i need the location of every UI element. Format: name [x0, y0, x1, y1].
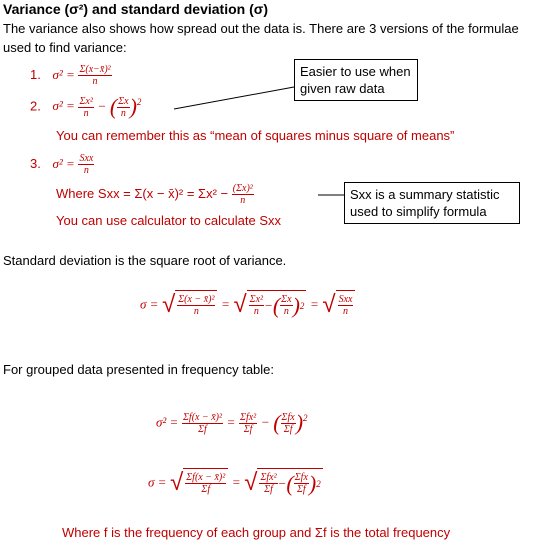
sd-term-1: [177, 294, 215, 317]
formula-2-frac-a: [78, 96, 93, 119]
grouped-term-2a: [239, 412, 257, 435]
sxx-definition: [56, 183, 254, 206]
equals: =: [310, 296, 319, 312]
equals: =: [226, 414, 236, 430]
callout-pointer: [170, 85, 296, 115]
formula-2: 2. σ² = $\frac{\text{Σx²}}{n}$ − ( $\frac{\Sigma x}{n}$ )$^2$: [30, 94, 142, 119]
numerator: Σ(x−x̄)²: [79, 64, 111, 75]
denominator: n: [253, 306, 259, 317]
remember-note: You can remember this as “mean of squares minus square of means”: [56, 128, 455, 143]
denominator: n: [283, 306, 289, 317]
grouped-variance: σ² = $\frac{\text{Σf(x − x̄)²}}{\Sigma f}$ = $\frac{\text{Σfx²}}{\Sigma f}$ − ( $\frac{\text{Σfx}}{\Sigma f}$ )$^2$: [156, 410, 308, 435]
minus: −: [277, 475, 287, 491]
grouped-term-2b: [281, 412, 296, 435]
denominator: n: [193, 306, 199, 317]
formula-2-frac-b: [117, 96, 129, 119]
formula-3: [30, 153, 94, 176]
callout-line: given raw data: [300, 81, 385, 96]
denominator: n: [343, 306, 349, 317]
denominator: n: [83, 165, 89, 176]
numerator: Σfx: [281, 411, 295, 423]
sigma-squared: σ² =: [52, 98, 75, 114]
grouped-term-1: [182, 412, 223, 435]
callout-line: Easier to use when: [300, 64, 411, 79]
numerator: Σfx²: [240, 411, 257, 423]
callout-pointer: [316, 188, 346, 202]
grouped-sd-term-2a: [259, 472, 277, 495]
sxx-callout: [344, 182, 520, 224]
formula-1-fraction: [78, 64, 111, 87]
raw-data-callout: [294, 59, 418, 101]
denominator: n: [92, 76, 98, 87]
numerator: Σx: [281, 294, 292, 305]
page-title: Variance (σ²) and standard deviation (σ): [3, 1, 268, 17]
sigma: σ =: [140, 296, 159, 312]
denominator: Σf: [243, 423, 253, 435]
footer-note: Where f is the frequency of each group and Σf is the total frequency: [62, 525, 451, 540]
numerator: Σx²: [79, 95, 93, 107]
formula-number: 1.: [30, 66, 41, 82]
grouped-sd-term-2b: [294, 472, 309, 495]
sigma: σ =: [148, 474, 167, 490]
calculator-note: You can use calculator to calculate Sxx: [56, 213, 281, 228]
minus: −: [260, 414, 270, 430]
denominator: Σf: [296, 484, 306, 495]
sd-text: Standard deviation is the square root of variance.: [3, 253, 287, 268]
denominator: Σf: [283, 423, 293, 435]
formula-1: [30, 64, 112, 87]
sxx-fraction: [232, 183, 254, 206]
intro-text-2: used to find variance:: [3, 40, 127, 55]
numerator: Σfx²: [260, 472, 277, 483]
sd-term-2b: [280, 294, 292, 317]
numerator: Σx: [118, 95, 129, 107]
denominator: Σf: [198, 423, 207, 435]
numerator: Σf(x − x̄)²: [186, 472, 226, 483]
sd-formula: σ = √ $\frac{\text{Σ(x − x̄)²}}{n}$ = √ $\frac{\text{Σx²}}{n}$ − ( $\frac{\Sigma x}{n}$ ) 2 = √ $\frac{\text{Sxx}}{n}$: [140, 290, 355, 320]
numerator: Sxx: [79, 153, 94, 164]
formula-number: 3.: [30, 155, 41, 171]
sigma-squared: σ² =: [52, 66, 75, 82]
grouped-sd-term-1: [185, 472, 226, 495]
sxx-definition-text: Where Sxx = Σ(x − x̄)² = Σx² −: [56, 185, 229, 201]
formula-3-fraction: [78, 153, 94, 176]
numerator: Sxx: [338, 294, 353, 305]
denominator: n: [83, 107, 89, 119]
callout-line: used to simplify formula: [350, 204, 487, 219]
denominator: Σf: [201, 484, 211, 495]
sd-term-3: [338, 294, 354, 317]
sd-term-2a: [249, 294, 264, 317]
grouped-sd: σ = √ $\frac{\text{Σf(x − x̄)²}}{\Sigma f}$ = √ $\frac{\text{Σfx²}}{\Sigma f}$ − ( $\frac{\text{Σfx}}{\Sigma f}$ ) 2: [148, 469, 321, 496]
intro-text: The variance also shows how spread out the data is. There are 3 versions of the formulae: [3, 21, 519, 36]
equals: =: [231, 474, 241, 490]
numerator: (Σx)²: [232, 183, 253, 194]
numerator: Σf(x − x̄)²: [182, 411, 222, 423]
grouped-text: For grouped data presented in frequency table:: [3, 362, 275, 377]
denominator: Σf: [264, 484, 273, 495]
sigma-squared: σ² =: [52, 155, 75, 171]
sigma-squared: σ² =: [156, 414, 179, 430]
numerator: Σ(x − x̄)²: [178, 294, 215, 305]
denominator: n: [120, 107, 126, 119]
equals: =: [221, 296, 230, 312]
callout-line: Sxx is a summary statistic: [350, 187, 500, 202]
denominator: n: [240, 195, 246, 206]
numerator: Σfx: [294, 472, 308, 483]
numerator: Σx²: [249, 294, 264, 305]
formula-number: 2.: [30, 98, 41, 114]
